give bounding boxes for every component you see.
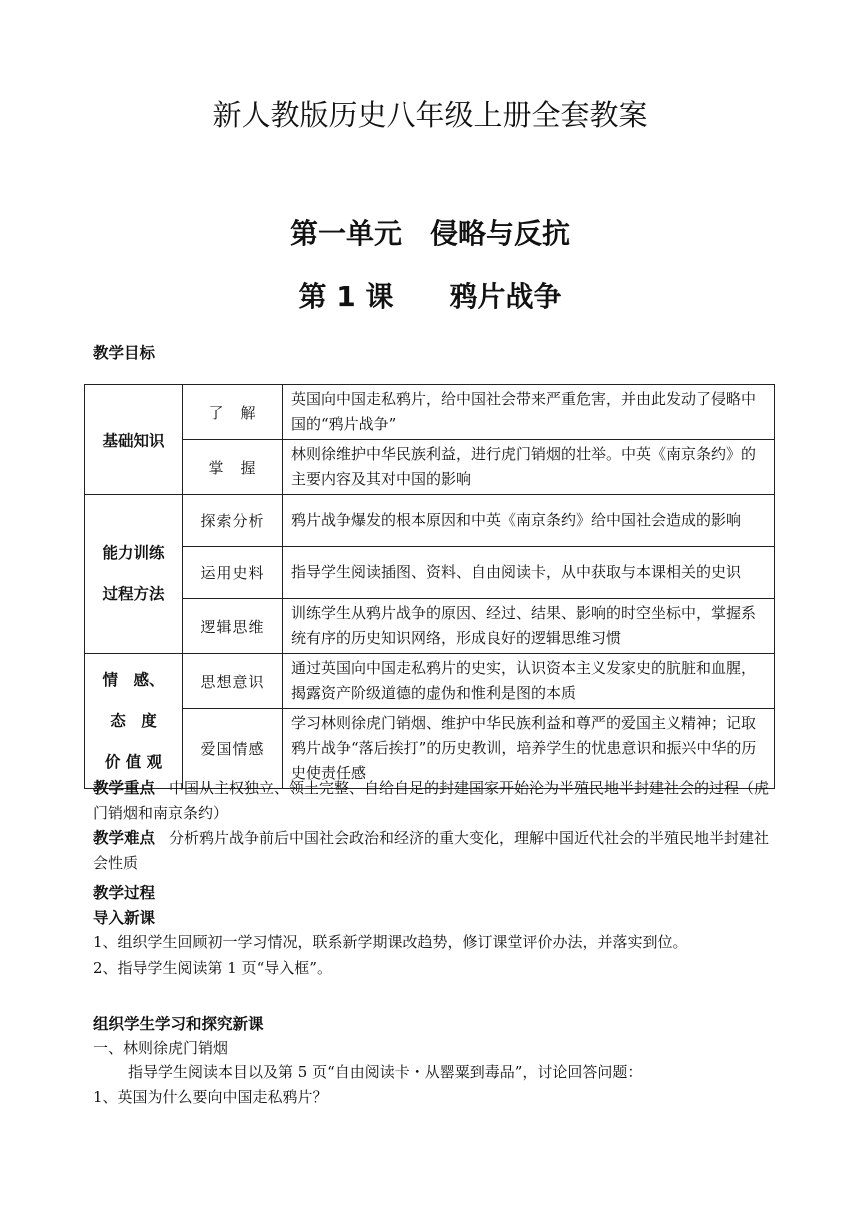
intro-item: 1、组织学生回顾初一学习情况，联系新学期课改趋势，修订课堂评价办法，并落实到位。 (93, 933, 688, 951)
instruction-text: 指导学生阅读本目以及第 5 页“自由阅读卡・从罂粟到毒品”，讨论回答问题： (128, 1063, 643, 1081)
category-emotion (85, 654, 183, 789)
subcategory-cell: 掌 握 (183, 440, 283, 495)
new-lesson-label: 组织学生学习和探究新课 (93, 1015, 264, 1033)
category-basic-knowledge: 基础知识 (85, 385, 183, 495)
lesson-title (0, 275, 860, 315)
category-line: 态 度 (110, 711, 157, 730)
difficulty-paragraph (93, 826, 773, 876)
category-ability (85, 495, 183, 654)
category-line: 过程方法 (102, 585, 165, 603)
subcategory-cell: 运用史料 (183, 547, 283, 599)
subcategory-cell: 了 解 (183, 385, 283, 440)
subcategory-cell: 探索分析 (183, 495, 283, 547)
difficulty-label: 教学难点 (93, 829, 156, 847)
key-point-paragraph (93, 776, 773, 826)
subcategory-cell: 爱国情感 (183, 709, 283, 789)
unit-title: 第一单元 侵略与反抗 (289, 217, 570, 250)
document-title: 新人教版历史八年级上册全套教案 (212, 98, 648, 132)
table-row (85, 495, 775, 547)
description-cell: 训练学生从鸦片战争的原因、经过、结果、影响的时空坐标中，掌握系统有序的历史知识网络，形成良好的逻辑思维习惯 (283, 599, 775, 654)
table-row (85, 599, 775, 654)
description-cell: 指导学生阅读插图、资料、自由阅读卡，从中获取与本课相关的史识 (283, 547, 775, 599)
description-cell: 英国向中国走私鸦片，给中国社会带来严重危害，并由此发动了侵略中国的“鸦片战争” (283, 385, 775, 440)
category-line: 价 值 观 (104, 752, 163, 771)
subcategory-cell: 思想意识 (183, 654, 283, 709)
description-cell: 林则徐维护中华民族利益，进行虎门销烟的壮举。中英《南京条约》的主要内容及其对中国的影响 (283, 440, 775, 495)
intro-item: 2、指导学生阅读第 1 页“导入框”。 (93, 959, 332, 977)
key-point-text: 中国从主权独立、领土完整、自给自足的封建国家开始沦为半殖民地半封建社会的过程（虎门销烟和南京条约） (93, 779, 770, 822)
teaching-goals-table (84, 384, 775, 789)
key-point-label: 教学重点 (93, 779, 156, 797)
intro-label: 导入新课 (93, 909, 156, 927)
goals-label: 教学目标 (93, 344, 156, 362)
table-row (85, 654, 775, 709)
subcategory-cell: 逻辑思维 (183, 599, 283, 654)
difficulty-text: 分析鸦片战争前后中国社会政治和经济的重大变化，理解中国近代社会的半殖民地半封建社会性质 (93, 829, 770, 872)
process-label: 教学过程 (93, 884, 156, 902)
section-heading: 一、林则徐虎门销烟 (93, 1039, 229, 1057)
table-row (85, 547, 775, 599)
question-text: 1、英国为什么要向中国走私鸦片？ (93, 1088, 328, 1106)
category-line: 情 感、 (102, 670, 165, 689)
description-cell: 学习林则徐虎门销烟、维护中华民族利益和尊严的爱国主义精神；记取鸦片战争“落后挨打”的历史教训，培养学生的忧患意识和振兴中华的历史使责任感 (283, 709, 775, 789)
lesson-number: 第 1 课 (298, 280, 394, 313)
category-line: 能力训练 (102, 544, 165, 562)
table-row (85, 440, 775, 495)
table-row (85, 385, 775, 440)
description-cell: 通过英国向中国走私鸦片的史实，认识资本主义发家史的肮脏和血腥，揭露资产阶级道德的虚伪和惟利是图的本质 (283, 654, 775, 709)
lesson-name: 鸦片战争 (449, 280, 562, 313)
description-cell: 鸦片战争爆发的根本原因和中英《南京条约》给中国社会造成的影响 (283, 495, 775, 547)
